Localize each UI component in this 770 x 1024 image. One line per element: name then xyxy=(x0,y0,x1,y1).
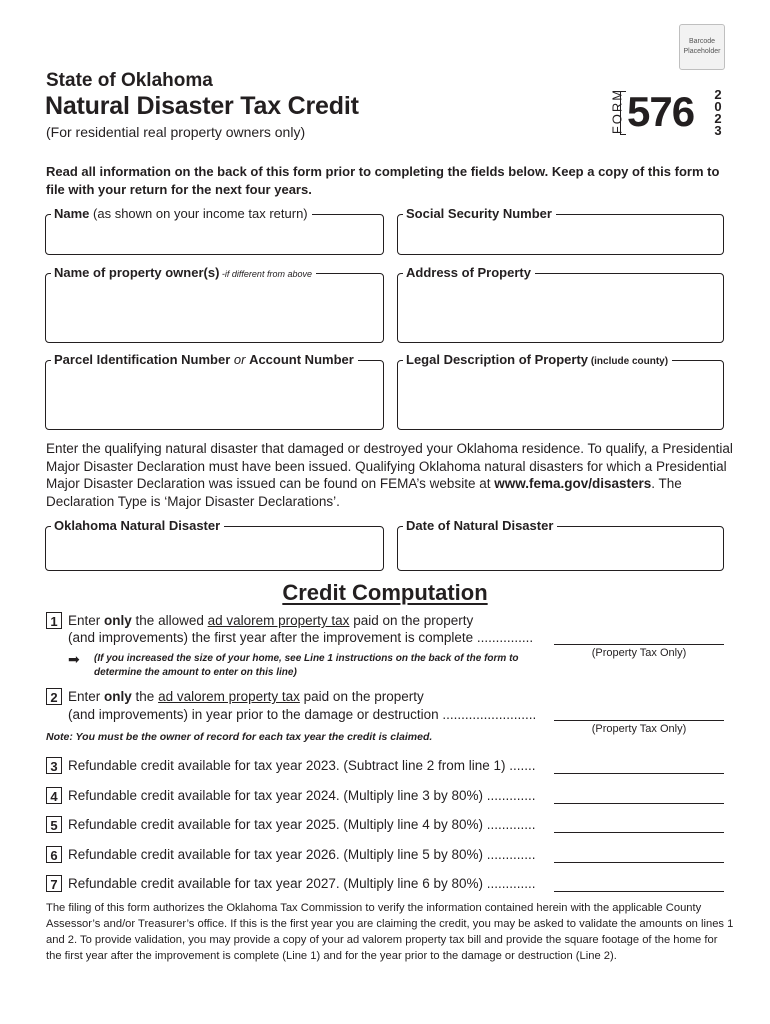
parcel-id-field[interactable] xyxy=(45,352,384,430)
footer-authorization: The filing of this form authorizes the Oklahoma Tax Commission to verify the information contained herein with the applicable County Assessor’s and/or Treasurer’s office. If this is the first year you are claiming the credit, you may be asked to validate the amounts on lines 1 and 2. To provide validation, you may provide a copy of your ad valorem property tax bill and provide the square footage of the home for the first year after the improvement is complete (Line 1) and for the year prior to the damage or destruction (Line 2). xyxy=(46,902,734,962)
disaster-date-field-label: Date of Natural Disaster xyxy=(403,518,557,534)
form-word: FORM xyxy=(609,87,625,135)
line-3 xyxy=(46,757,736,777)
line-1-note: (If you increased the size of your home, see Line 1 instructions on the back of the form to determine the amount to enter on this line) xyxy=(94,653,519,678)
line-2-caption: (Property Tax Only) xyxy=(591,723,687,735)
arrow-right-icon: ➡ xyxy=(68,651,80,667)
legal-description-field-label: Legal Description of Property (include county) xyxy=(403,352,672,370)
line-4 xyxy=(46,787,736,807)
line-5 xyxy=(46,816,736,836)
line-number-box: 4 xyxy=(46,787,62,804)
form-year xyxy=(710,89,726,137)
line-2-text-continued: (and improvements) in year prior to the damage or destruction ......................... xyxy=(68,707,537,722)
line-2-text: Enter only the ad valorem property tax paid on the property xyxy=(68,689,424,704)
year-digit: 0 xyxy=(714,99,722,114)
line-1-text: Enter only the allowed ad valorem property tax paid on the property xyxy=(68,613,474,628)
year-digit: 2 xyxy=(714,111,722,126)
line-7 xyxy=(46,875,736,895)
parcel-id-field-label: Parcel Identification Number or Account Number xyxy=(51,352,358,368)
name-field[interactable] xyxy=(45,206,384,255)
state-label: State of Oklahoma xyxy=(46,70,213,91)
natural-disaster-field-label: Oklahoma Natural Disaster xyxy=(51,518,224,534)
form-title: Natural Disaster Tax Credit xyxy=(45,92,359,120)
intro-instructions: Read all information on the back of this form prior to completing the fields below. Keep a copy of this form to file with your return for the next four years. xyxy=(46,164,720,197)
line-6-amount-input[interactable] xyxy=(554,846,724,863)
line-4-amount-input[interactable] xyxy=(554,787,724,804)
fema-link[interactable]: www.fema.gov/disasters xyxy=(494,476,652,491)
line-1-caption: (Property Tax Only) xyxy=(591,647,687,659)
disaster-instructions: Enter the qualifying natural disaster that damaged or destroyed your Oklahoma residence. To qualify, a Presidential Major Disaster Declaration must have been issued. Qualifying Oklahoma natural disasters for which a Presidential Major Disaster Declaration was issued can be found on FEMA’s website at www.fema.gov/disasters. The Declaration Type is ‘Major Disaster Declarations’. xyxy=(46,441,733,509)
barcode-placeholder xyxy=(679,24,725,70)
line-text: Refundable credit available for tax year 2026. (Multiply line 5 by 80%) ............. xyxy=(68,847,536,862)
owner-name-field-label: Name of property owner(s) -if different from above xyxy=(51,265,316,282)
form-bracket xyxy=(620,91,626,135)
year-digit: 2 xyxy=(714,87,722,102)
line-text: Refundable credit available for tax year 2023. (Subtract line 2 from line 1) ....... xyxy=(68,758,536,773)
line-text: Refundable credit available for tax year 2025. (Multiply line 4 by 80%) ............. xyxy=(68,817,536,832)
line-7-amount-input[interactable] xyxy=(554,875,724,892)
line-number-box: 7 xyxy=(46,875,62,892)
line-1 xyxy=(46,612,736,682)
line-number-box: 1 xyxy=(46,612,62,629)
form-number: 576 xyxy=(627,88,695,135)
legal-description-field[interactable] xyxy=(397,352,724,430)
ssn-field[interactable] xyxy=(397,206,724,255)
property-address-field-label: Address of Property xyxy=(403,265,535,281)
year-digit: 3 xyxy=(714,123,722,138)
line-number-box: 3 xyxy=(46,757,62,774)
name-field-label: Name (as shown on your income tax return) xyxy=(51,206,312,222)
ownership-note: Note: You must be the owner of record for each tax year the credit is claimed. xyxy=(46,731,433,743)
line-6 xyxy=(46,846,736,866)
line-5-amount-input[interactable] xyxy=(554,816,724,833)
line-number-box: 6 xyxy=(46,846,62,863)
barcode-line-1: Barcode xyxy=(688,38,716,45)
line-3-amount-input[interactable] xyxy=(554,757,724,774)
line-number-box: 2 xyxy=(46,688,62,705)
line-1-text-continued: (and improvements) the first year after the improvement is complete ............... xyxy=(68,630,534,645)
credit-computation-heading: Credit Computation xyxy=(282,580,488,605)
ssn-field-label: Social Security Number xyxy=(403,206,556,222)
disaster-date-field[interactable] xyxy=(397,518,724,571)
line-text: Refundable credit available for tax year 2024. (Multiply line 3 by 80%) ............. xyxy=(68,788,536,803)
line-number-box: 5 xyxy=(46,816,62,833)
property-address-field[interactable] xyxy=(397,265,724,343)
line-1-amount-input[interactable] xyxy=(554,644,724,645)
natural-disaster-field[interactable] xyxy=(45,518,384,571)
line-2-amount-input[interactable] xyxy=(554,720,724,721)
form-subtitle: (For residential real property owners only) xyxy=(46,124,306,140)
barcode-line-2: Placeholder xyxy=(683,48,721,55)
owner-name-field[interactable] xyxy=(45,265,384,343)
line-text: Refundable credit available for tax year 2027. (Multiply line 6 by 80%) ............. xyxy=(68,876,536,891)
line-2 xyxy=(46,688,736,748)
